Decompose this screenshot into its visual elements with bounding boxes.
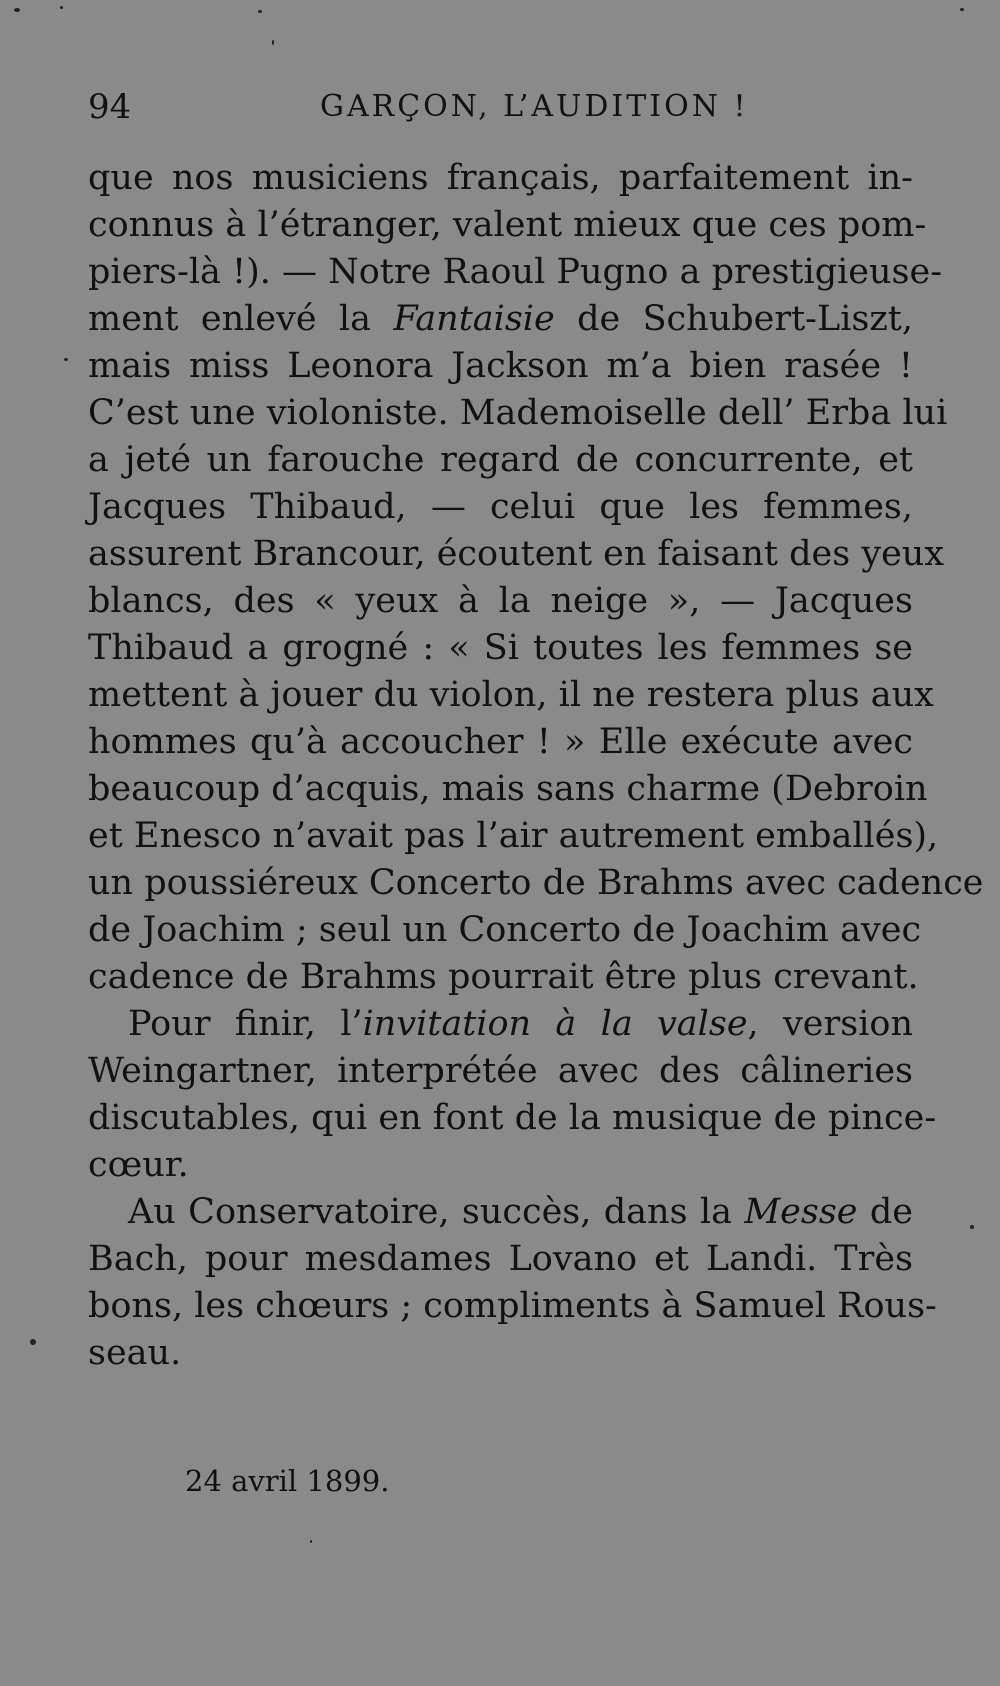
scan-speck — [14, 8, 20, 12]
text-line: cadence de Brahms pourrait être plus crevant. — [88, 957, 919, 997]
scan-speck — [30, 1339, 36, 1345]
text-line: Jacques Thibaud, — celui que les femmes, — [88, 487, 913, 527]
text-line: Bach, pour mesdames Lovano et Landi. Très — [88, 1239, 913, 1279]
text-line: de Joachim ; seul un Concerto de Joachim avec — [88, 910, 922, 950]
text-line — [128, 1189, 913, 1236]
scan-speck — [310, 1540, 312, 1543]
work-title-italic: Messe — [744, 1192, 858, 1232]
text-line: un poussiéreux Concerto de Brahms avec cadence — [88, 863, 984, 903]
text-segment: Pour finir, l’ — [128, 1004, 363, 1044]
scan-speck — [960, 8, 964, 11]
text-line: que nos musiciens français, parfaitement in- — [88, 158, 913, 198]
work-title-italic: invitation à la valse — [362, 1004, 748, 1044]
scan-speck — [64, 358, 68, 361]
text-line: mettent à jouer du violon, il ne restera plus aux — [88, 675, 934, 715]
text-line: a jeté un farouche regard de concurrente, et — [88, 440, 913, 480]
scan-speck — [272, 40, 274, 45]
text-segment: de — [857, 1192, 913, 1232]
text-line: piers-là !). — Notre Raoul Pugno a prestigieuse- — [88, 252, 943, 292]
text-segment: Au Conservatoire, succès, dans la — [128, 1192, 745, 1232]
text-line: assurent Brancour, écoutent en faisant des yeux — [88, 534, 945, 574]
page-header — [88, 84, 918, 130]
text-segment: ment enlevé la — [88, 299, 394, 339]
text-segment: , version — [747, 1004, 913, 1044]
text-line — [88, 296, 913, 343]
page-number: 94 — [88, 87, 132, 127]
scan-speck — [258, 10, 262, 13]
scan-speck — [970, 1225, 974, 1229]
text-line: hommes qu’à accoucher ! » Elle exécute avec — [88, 722, 913, 762]
text-line: discutables, qui en font de la musique de pince- — [88, 1098, 937, 1138]
text-line: Thibaud a grogné : « Si toutes les femmes se — [88, 628, 913, 668]
running-title: GARÇON, L’AUDITION ! — [320, 89, 749, 124]
text-line — [128, 1001, 913, 1048]
scan-speck — [60, 6, 63, 9]
text-line: bons, les chœurs ; compliments à Samuel Rous- — [88, 1286, 937, 1326]
text-line: mais miss Leonora Jackson m’a bien rasée ! — [88, 346, 913, 386]
text-line: et Enesco n’avait pas l’air autrement emballés), — [88, 816, 939, 856]
text-line: blancs, des « yeux à la neige », — Jacques — [88, 581, 913, 621]
text-line: beaucoup d’acquis, mais sans charme (Debroin — [88, 769, 928, 809]
text-line: seau. — [88, 1333, 182, 1373]
text-line: C’est une violoniste. Mademoiselle dell’ Erba lui — [88, 393, 948, 433]
text-line: Weingartner, interprétée avec des câlineries — [88, 1051, 913, 1091]
text-line: connus à l’étranger, valent mieux que ces pom- — [88, 205, 927, 245]
dateline: 24 avril 1899. — [185, 1464, 390, 1498]
text-line: cœur. — [88, 1145, 189, 1185]
text-segment: de Schubert-Liszt, — [554, 299, 913, 339]
work-title-italic: Fantaisie — [393, 299, 555, 339]
